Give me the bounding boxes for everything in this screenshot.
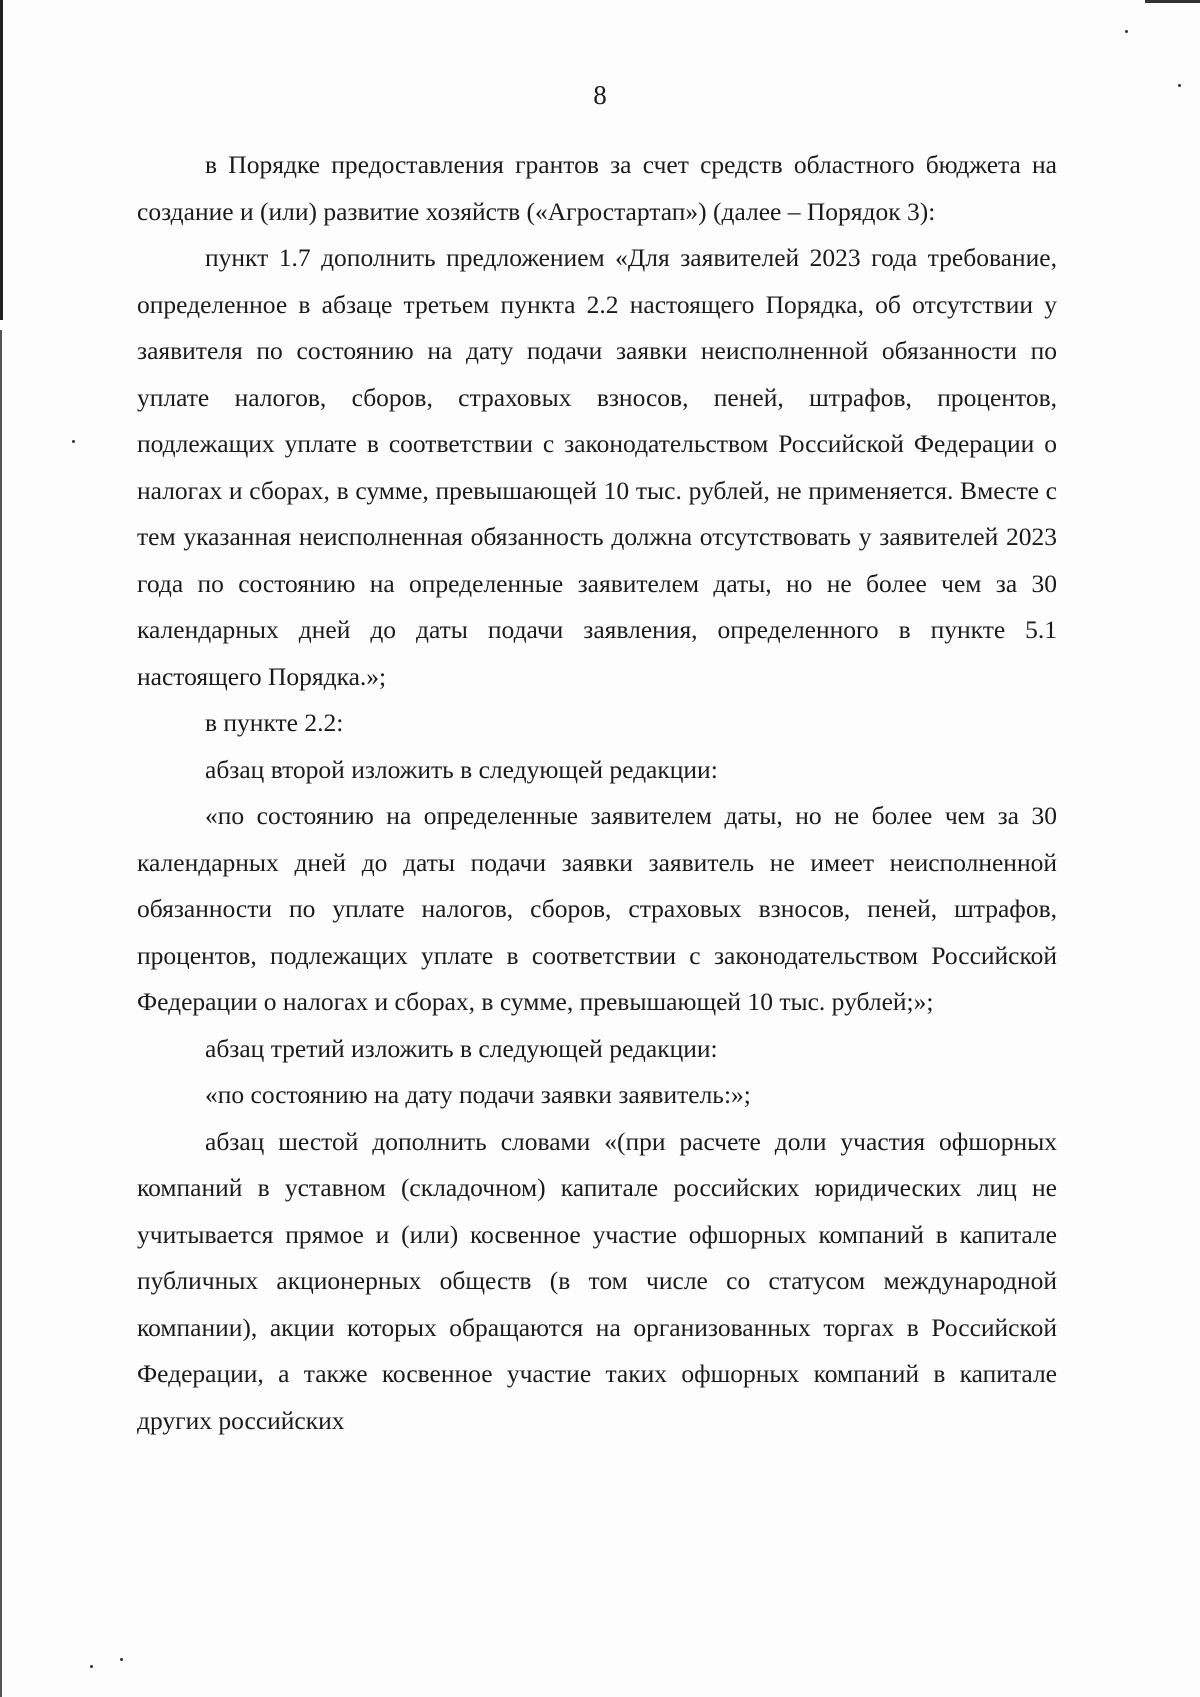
scan-speck [1125, 30, 1128, 33]
document-body [137, 142, 1057, 1444]
scan-edge-top [1145, 0, 1200, 3]
scan-speck [72, 440, 75, 443]
page-number: 8 [593, 80, 607, 110]
paragraph: пункт 1.7 дополнить предложением «Для заявителей 2023 года требование, определенное в абзаце третьем пункта 2.2 настоящего Порядка, об отсутствии у заявителя по состоянию на дату подачи заявки неисполненной обязанности по уплате налогов, сборов, страховых взносов, пеней, штрафов, процентов, подлежащих уплате в соответствии с законодательством Российской Федерации о налогах и сборах, в сумме, превышающей 10 тыс. рублей, не применяется. Вместе с тем указанная неисполненная обязанность должна отсутствовать у заявителей 2023 года по состоянию на определенные заявителем даты, но не более чем за 30 календарных дней до даты подачи заявления, определенного в пункте 5.1 настоящего Порядка.»; [137, 243, 1057, 691]
paragraph: «по состоянию на определенные заявителем даты, но не более чем за 30 календарных дней до даты подачи заявки заявитель не имеет неисполненной обязанности по уплате налогов, сборов, страховых взносов, пеней, штрафов, процентов, подлежащих уплате в соответствии с законодательством Российской Федерации о налогах и сборах, в сумме, превышающей 10 тыс. рублей;»; [137, 801, 1057, 1016]
paragraph: абзац третий изложить в следующей редакции: [205, 1033, 718, 1063]
paragraph: абзац шестой дополнить словами «(при расчете доли участия офшорных компаний в уставном (складочном) капитале российских юридических лиц не учитывается прямое и (или) косвенное участие офшорных компаний в капитале публичных акционерных обществ (в том числе со статусом международной компании), акции которых обращаются на организованных торгах в Российской Федерации, а также косвенное участие таких офшорных компаний в капитале других российских [137, 1126, 1057, 1435]
paragraph: в пункте 2.2: [205, 708, 344, 737]
scan-speck [120, 1658, 123, 1661]
paragraph: в Порядке предоставления грантов за счет средств областного бюджета на создание и (или) развитие хозяйств («Агростартап») (далее – Порядок 3): [137, 150, 1057, 226]
scan-edge-left-lower [0, 330, 2, 1697]
paragraph: абзац второй изложить в следующей редакции: [205, 754, 718, 784]
scan-edge-left [0, 0, 3, 320]
scan-speck [90, 1665, 93, 1668]
paragraph: «по состоянию на дату подачи заявки заявитель:»; [205, 1080, 751, 1109]
